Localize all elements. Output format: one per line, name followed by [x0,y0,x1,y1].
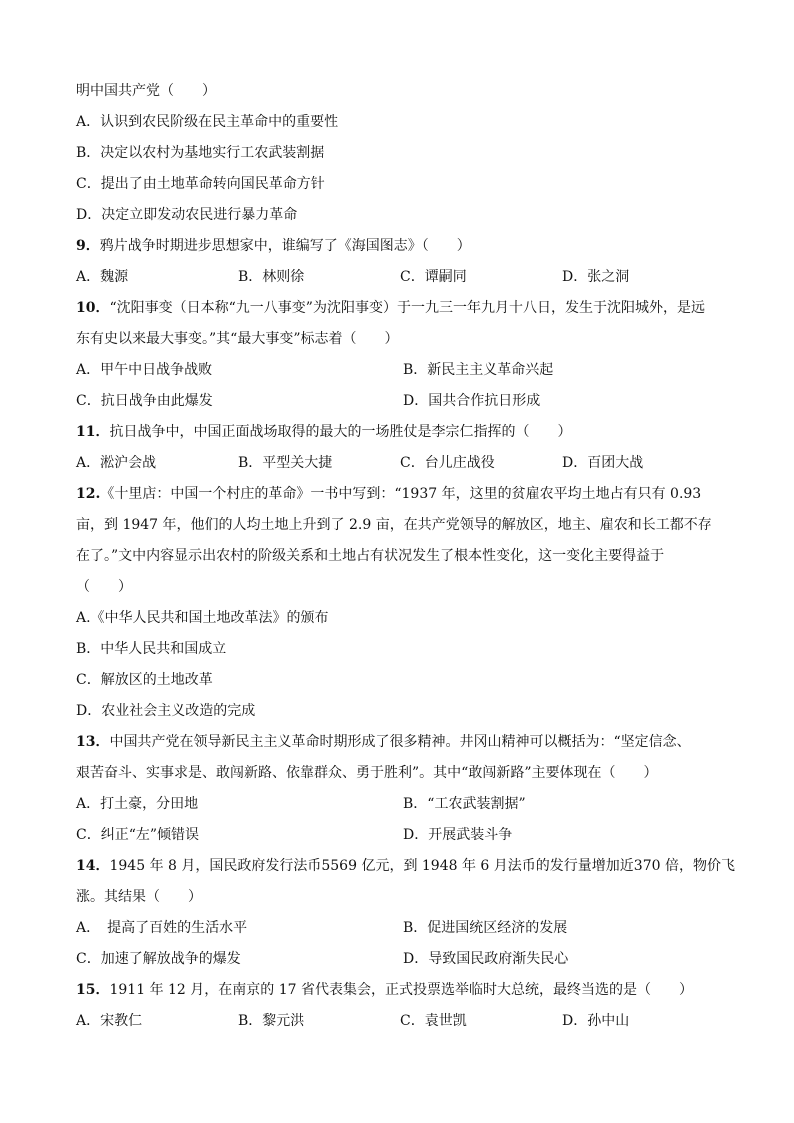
question-11-option-c: C．台儿庄战役 [400,455,495,471]
question-15-stem: 1911 年 12 月，在南京的 17 省代表集会，正式投票选举临时大总统，最终当选的是（ ） [109,982,693,998]
question-12-number: 12. [76,486,101,502]
question-15-option-d: D．孙中山 [562,1013,630,1029]
question-15-number: 15． [76,982,110,998]
question-11-options [76,448,722,479]
question-8-option-d: D．决定立即发动农民进行暴力革命 [76,207,298,223]
question-8-option-b: B．决定以农村为基地实行工农武装割据 [76,145,325,161]
question-9-option-a: A．魏源 [76,269,129,285]
question-12-stem-line-1: 《十里店：中国一个村庄的革命》一书中写到：“1937 年，这里的贫雇农平均土地占有只有 0.93 [100,486,702,502]
question-13-options-row-1 [76,789,722,820]
question-13 [76,727,722,758]
question-9 [76,231,722,262]
question-13-options-row-2 [76,820,722,851]
question-14-option-c: C．加速了解放战争的爆发 [76,951,241,967]
question-11-option-d: D．百团大战 [562,455,644,471]
question-15-options [76,1006,722,1037]
question-12 [76,479,722,510]
question-12-option-d: D．农业社会主义改造的完成 [76,703,256,719]
question-10-options-row-2 [76,386,722,417]
question-12-option-c: C．解放区的土地改革 [76,672,213,688]
question-12-option-b: B．中华人民共和国成立 [76,641,227,657]
question-10 [76,293,722,324]
question-14-stem-line-2: 涨。其结果（ ） [76,889,202,905]
question-14-options-row-2 [76,944,722,975]
question-14-option-d: D．导致国民政府渐失民心 [403,951,569,967]
question-13-option-a: A．打土豪，分田地 [76,796,199,812]
question-9-stem: 鸦片战争时期进步思想家中，谁编写了《海国图志》（ ） [99,238,471,254]
question-9-option-c: C．谭嗣同 [400,269,467,285]
question-10-option-b: B．新民主主义革命兴起 [403,362,554,378]
question-11-stem: 抗日战争中，中国正面战场取得的最大的一场胜仗是李宗仁指挥的（ ） [109,424,572,440]
question-10-stem-line-1: “沈阳事变（日本称“九一八事变”为沈阳事变）于一九三一年九月十八日，发生于沈阳城外，是远 [109,300,705,316]
question-15-option-c: C．袁世凯 [400,1013,467,1029]
question-12-stem-line-4: （ ） [76,579,132,595]
question-13-stem-line-2: 艰苦奋斗、实事求是、敢闯新路、依靠群众、勇于胜利”。其中“敢闯新路”主要体现在（ ） [76,765,658,781]
question-15-option-a: A．宋教仁 [76,1013,143,1029]
question-15-option-b: B．黎元洪 [238,1013,305,1029]
question-14-stem-line-1: 1945 年 8 月，国民政府发行法币5569 亿元，到 1948 年 6 月法币的发行量增加近370 倍，物价飞 [109,858,735,874]
question-10-options-row-1 [76,355,722,386]
question-9-option-d: D．张之洞 [562,269,630,285]
question-9-option-b: B．林则徐 [238,269,305,285]
question-12-stem-line-2: 亩，到 1947 年，他们的人均土地上升到了 2.9 亩，在共产党领导的解放区，地主、雇农和长工都不存 [76,517,712,533]
question-10-option-c: C．抗日战争由此爆发 [76,393,213,409]
exam-page [76,76,735,1037]
question-8-stem-tail: 明中国共产党（ ） [76,83,216,99]
question-13-stem-line-1: 中国共产党在领导新民主主义革命时期形成了很多精神。井冈山精神可以概括为：“坚定信念、 [109,734,691,750]
question-11-option-b: B．平型关大捷 [238,455,333,471]
question-12-option-a: A.《中华人民共和国土地改革法》的颁布 [76,610,329,626]
question-10-option-d: D．国共合作抗日形成 [403,393,541,409]
question-13-number: 13． [76,734,110,750]
question-13-option-c: C．纠正“左”倾错误 [76,827,200,843]
question-8-option-c: C．提出了由土地革命转向国民革命方针 [76,176,325,192]
question-10-option-a: A．甲午中日战争战败 [76,362,213,378]
question-10-stem-line-2: 东有史以来最大事变。”其“最大事变”标志着（ ） [76,331,399,347]
question-10-number: 10． [76,300,110,316]
question-9-number: 9． [76,238,100,254]
question-14-options-row-1 [76,913,722,944]
question-13-option-d: D．开展武装斗争 [403,827,513,843]
question-13-option-b: B．“工农武装割据” [403,796,526,812]
question-14-option-a: A． 提高了百姓的生活水平 [76,920,248,936]
question-14 [76,851,735,882]
question-14-option-b: B．促进国统区经济的发展 [403,920,568,936]
question-11-option-a: A．淞沪会战 [76,455,157,471]
question-9-options [76,262,722,293]
question-8-option-a: A．认识到农民阶级在民主革命中的重要性 [76,114,339,130]
question-12-stem-line-3: 在了。”文中内容显示出农村的阶级关系和土地占有状况发生了根本性变化，这一变化主要得益于 [76,548,665,564]
question-15 [76,975,722,1006]
question-14-number: 14． [76,858,110,874]
question-11-number: 11． [76,424,110,440]
question-11 [76,417,722,448]
